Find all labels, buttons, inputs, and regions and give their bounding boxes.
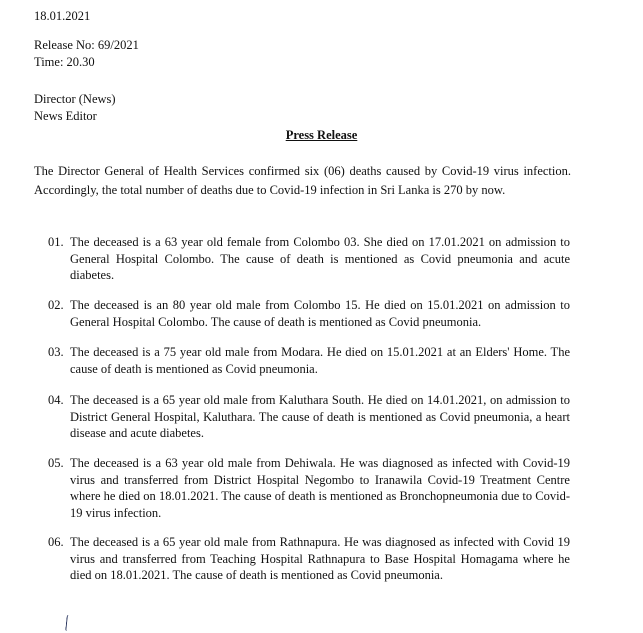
pen-mark	[65, 615, 71, 631]
list-item-number: 04.	[48, 393, 64, 407]
release-time: Time: 20.30	[34, 55, 95, 69]
recipient-director-news: Director (News)	[34, 92, 116, 106]
list-item-text: The deceased is a 63 year old male from Dehiwala. He was diagnosed as infected with Covid-19 virus and transferred from District Hospital Negombo to Iranawila Covid-19 Treatment Centre where he died on 18.01.2021. The cause of death is mentioned as Bronchopneumonia due to Covid-19 virus infection.	[70, 456, 570, 520]
list-item-number: 06.	[48, 535, 64, 549]
list-item-text: The deceased is a 65 year old male from Rathnapura. He was diagnosed as infected with Covid 19 virus and transferred from Teaching Hospital Rathnapura to Base Hospital Homagama where he died on 18.01.2021. The cause of death is mentioned as Covid pneumonia.	[70, 535, 570, 582]
list-item-number: 05.	[48, 456, 64, 470]
release-number: Release No: 69/2021	[34, 38, 139, 52]
list-item-number: 02.	[48, 298, 64, 312]
list-item	[48, 297, 570, 330]
page-title: Press Release	[285, 128, 358, 142]
release-date: 18.01.2021	[34, 9, 91, 23]
list-item	[48, 534, 570, 584]
list-item	[48, 455, 570, 521]
list-item-text: The deceased is an 80 year old male from Colombo 15. He died on 15.01.2021 on admission to General Hospital Colombo. The cause of death is mentioned as Covid pneumonia.	[70, 298, 570, 329]
list-item-text: The deceased is a 75 year old male from Modara. He died on 15.01.2021 at an Elders' Home. The cause of death is mentioned as Covid pneumonia.	[70, 345, 570, 376]
intro-paragraph: The Director General of Health Services confirmed six (06) deaths caused by Covid-19 virus infection. Accordingly, the total number of deaths due to Covid-19 infection in Sri Lanka is 270 by now.	[34, 164, 571, 197]
list-item	[48, 234, 570, 284]
list-item-text: The deceased is a 65 year old male from Kaluthara South. He died on 14.01.2021, on admission to District General Hospital, Kaluthara. The cause of death is mentioned as Covid pneumonia, a heart disease and acute diabetes.	[70, 393, 570, 440]
list-item	[48, 344, 570, 377]
list-item-text: The deceased is a 63 year old female from Colombo 03. She died on 17.01.2021 on admission to General Hospital Colombo. The cause of death is mentioned as Covid pneumonia and acute diabetes.	[70, 235, 570, 282]
list-item-number: 03.	[48, 345, 64, 359]
list-item-number: 01.	[48, 235, 64, 249]
recipient-news-editor: News Editor	[34, 109, 97, 123]
list-item	[48, 392, 570, 442]
